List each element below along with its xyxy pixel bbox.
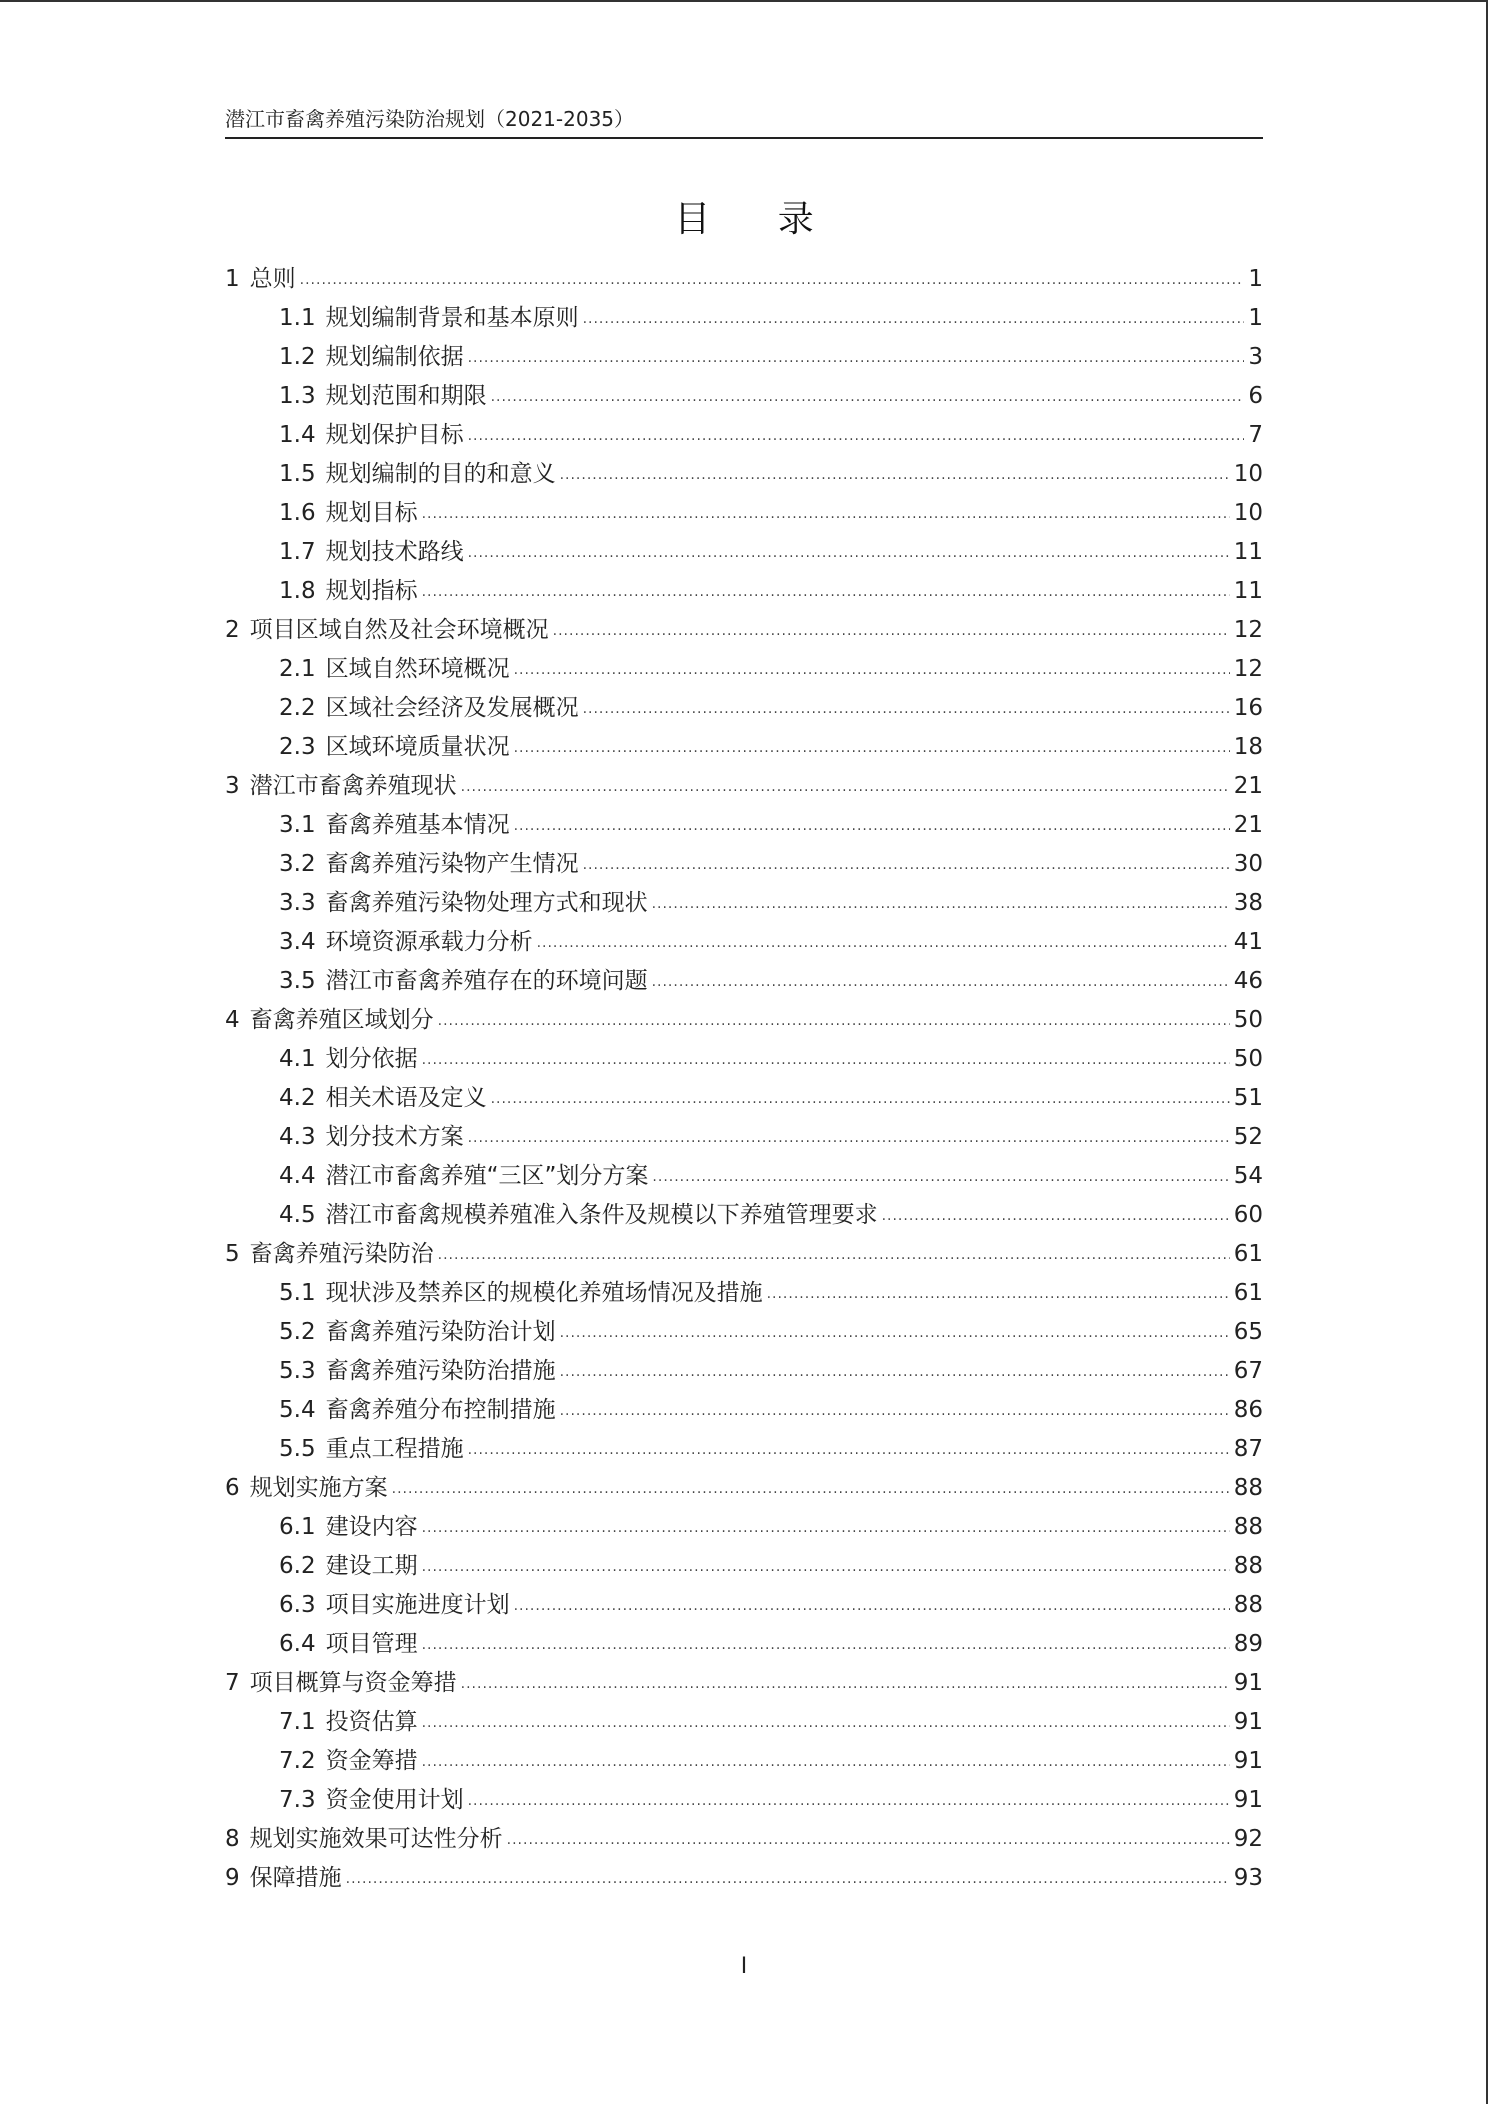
toc-dot-leader xyxy=(507,1821,1230,1860)
toc-entry-title: 现状涉及禁养区的规模化养殖场情况及措施 xyxy=(325,1280,763,1306)
toc-dot-leader xyxy=(422,1743,1230,1782)
toc-section-entry[interactable] xyxy=(225,1313,1263,1352)
toc-entry-page: 3 xyxy=(1248,344,1263,370)
toc-entry-page: 10 xyxy=(1233,461,1263,487)
toc-entry-title: 畜禽养殖区域划分 xyxy=(249,1007,434,1033)
toc-entry-number: 3.5 xyxy=(279,968,316,994)
toc-entry-title: 规划保护目标 xyxy=(325,422,464,448)
toc-entry-number: 2.3 xyxy=(279,734,316,760)
toc-entry-page: 88 xyxy=(1233,1475,1263,1501)
toc-entry-number: 1.1 xyxy=(279,305,316,331)
toc-section-entry[interactable] xyxy=(225,377,1263,416)
toc-entry-title: 潜江市畜禽规模养殖准入条件及规模以下养殖管理要求 xyxy=(325,1202,878,1228)
toc-entry-title: 畜禽养殖基本情况 xyxy=(325,812,510,838)
toc-dot-leader xyxy=(560,1353,1230,1392)
toc-chapter-entry[interactable] xyxy=(225,767,1263,806)
toc-dot-leader xyxy=(422,573,1230,612)
toc-entry-number: 4.3 xyxy=(279,1124,316,1150)
toc-entry-title: 划分技术方案 xyxy=(325,1124,464,1150)
toc-entry-title: 潜江市畜禽养殖“三区”划分方案 xyxy=(325,1163,649,1189)
toc-dot-leader xyxy=(537,924,1230,963)
toc-section-entry[interactable] xyxy=(225,1040,1263,1079)
toc-entry-number: 5.4 xyxy=(279,1397,316,1423)
toc-entry-number: 6.2 xyxy=(279,1553,316,1579)
toc-entry-title: 畜禽养殖污染防治措施 xyxy=(325,1358,556,1384)
toc-entry-title: 规划目标 xyxy=(325,500,418,526)
toc-entry-number: 5.1 xyxy=(279,1280,316,1306)
toc-entry-title: 畜禽养殖污染防治计划 xyxy=(325,1319,556,1345)
toc-section-entry[interactable] xyxy=(225,884,1263,923)
toc-entry-page: 89 xyxy=(1233,1631,1263,1657)
toc-dot-leader xyxy=(346,1860,1230,1899)
toc-entry-page: 51 xyxy=(1233,1085,1263,1111)
toc-entry-number: 7.1 xyxy=(279,1709,316,1735)
toc-dot-leader xyxy=(553,612,1230,651)
header-rule xyxy=(225,137,1263,139)
toc-section-entry[interactable] xyxy=(225,1079,1263,1118)
toc-entry-title: 畜禽养殖分布控制措施 xyxy=(325,1397,556,1423)
toc-dot-leader xyxy=(468,417,1245,456)
toc-entry-title: 畜禽养殖污染物产生情况 xyxy=(325,851,579,877)
toc-entry-title: 规划技术路线 xyxy=(325,539,464,565)
toc-entry-title: 区域社会经济及发展概况 xyxy=(325,695,579,721)
toc-section-entry[interactable] xyxy=(225,1586,1263,1625)
toc-section-entry[interactable] xyxy=(225,728,1263,767)
toc-entry-page: 91 xyxy=(1233,1670,1263,1696)
toc-entry-title: 资金筹措 xyxy=(325,1748,418,1774)
toc-entry-number: 6.3 xyxy=(279,1592,316,1618)
toc-entry-title: 区域环境质量状况 xyxy=(325,734,510,760)
toc-section-entry[interactable] xyxy=(225,338,1263,377)
toc-entry-number: 4.4 xyxy=(279,1163,316,1189)
toc-entry-page: 92 xyxy=(1233,1826,1263,1852)
toc-entry-number: 1.5 xyxy=(279,461,316,487)
toc-entry-number: 6.1 xyxy=(279,1514,316,1540)
toc-entry-page: 16 xyxy=(1233,695,1263,721)
toc-dot-leader xyxy=(438,1236,1230,1275)
toc-entry-page: 61 xyxy=(1233,1241,1263,1267)
toc-dot-leader xyxy=(583,300,1245,339)
toc-entry-number: 1.4 xyxy=(279,422,316,448)
toc-entry-title: 规划范围和期限 xyxy=(325,383,487,409)
toc-entry-title: 项目区域自然及社会环境概况 xyxy=(249,617,549,643)
toc-entry-number: 5.2 xyxy=(279,1319,316,1345)
toc-entry-number: 3.1 xyxy=(279,812,316,838)
toc-dot-leader xyxy=(491,1080,1230,1119)
toc-dot-leader xyxy=(468,339,1245,378)
toc-dot-leader xyxy=(514,729,1230,768)
toc-section-entry[interactable] xyxy=(225,923,1263,962)
toc-entry-title: 项目概算与资金筹措 xyxy=(249,1670,457,1696)
toc-dot-leader xyxy=(560,456,1230,495)
toc-section-entry[interactable] xyxy=(225,845,1263,884)
toc-dot-leader xyxy=(560,1392,1230,1431)
toc-section-entry[interactable] xyxy=(225,455,1263,494)
toc-entry-page: 12 xyxy=(1233,656,1263,682)
toc-dot-leader xyxy=(514,807,1230,846)
toc-entry-page: 50 xyxy=(1233,1007,1263,1033)
toc-dot-leader xyxy=(514,1587,1230,1626)
toc-entry-title: 环境资源承载力分析 xyxy=(325,929,533,955)
toc-section-entry[interactable] xyxy=(225,1430,1263,1469)
toc-section-entry[interactable] xyxy=(225,572,1263,611)
toc-section-entry[interactable] xyxy=(225,1391,1263,1430)
toc-entry-page: 6 xyxy=(1248,383,1263,409)
toc-entry-number: 1.2 xyxy=(279,344,316,370)
toc-entry-page: 18 xyxy=(1233,734,1263,760)
toc-entry-title: 建设工期 xyxy=(325,1553,418,1579)
toc-chapter-entry[interactable] xyxy=(225,611,1263,650)
toc-entry-page: 1 xyxy=(1248,305,1263,331)
toc-dot-leader xyxy=(491,378,1245,417)
toc-entry-title: 潜江市畜禽养殖存在的环境问题 xyxy=(325,968,648,994)
toc-title: 目 录 xyxy=(674,199,842,240)
toc-entry-number: 4.1 xyxy=(279,1046,316,1072)
page-border-top xyxy=(0,0,1488,2)
toc-entry-number: 5.3 xyxy=(279,1358,316,1384)
toc-section-entry[interactable] xyxy=(225,1508,1263,1547)
toc-entry-title: 规划实施方案 xyxy=(249,1475,388,1501)
toc-section-entry[interactable] xyxy=(225,650,1263,689)
toc-entry-title: 划分依据 xyxy=(325,1046,418,1072)
toc-dot-leader xyxy=(560,1314,1230,1353)
toc-entry-title: 资金使用计划 xyxy=(325,1787,464,1813)
toc-entry-number: 2.1 xyxy=(279,656,316,682)
toc-entry-number: 7.3 xyxy=(279,1787,316,1813)
toc-dot-leader xyxy=(422,495,1230,534)
toc-chapter-entry[interactable] xyxy=(225,1235,1263,1274)
toc-entry-title: 规划编制的目的和意义 xyxy=(325,461,556,487)
toc-entry-title: 建设内容 xyxy=(325,1514,418,1540)
toc-entry-number: 1.8 xyxy=(279,578,316,604)
toc-section-entry[interactable] xyxy=(225,1157,1263,1196)
toc-dot-leader xyxy=(468,534,1230,573)
toc-entry-page: 41 xyxy=(1233,929,1263,955)
toc-entry-page: 65 xyxy=(1233,1319,1263,1345)
toc-entry-page: 21 xyxy=(1233,812,1263,838)
toc-entry-title: 相关术语及定义 xyxy=(325,1085,487,1111)
toc-entry-page: 21 xyxy=(1233,773,1263,799)
toc-chapter-entry[interactable] xyxy=(225,1469,1263,1508)
toc-entry-title: 规划编制背景和基本原则 xyxy=(325,305,579,331)
toc-entry-page: 1 xyxy=(1248,266,1263,292)
toc-chapter-entry[interactable] xyxy=(225,260,1263,299)
toc-entry-number: 6.4 xyxy=(279,1631,316,1657)
toc-dot-leader xyxy=(652,885,1230,924)
toc-entry-number: 8 xyxy=(225,1826,240,1852)
toc-section-entry[interactable] xyxy=(225,1118,1263,1157)
toc-dot-leader xyxy=(422,1704,1230,1743)
page-number: I xyxy=(740,1954,748,1979)
toc-dot-leader xyxy=(583,846,1230,885)
toc-entry-number: 4 xyxy=(225,1007,240,1033)
toc-dot-leader xyxy=(583,690,1230,729)
toc-section-entry[interactable] xyxy=(225,494,1263,533)
toc-entry-page: 30 xyxy=(1233,851,1263,877)
toc-entry-page: 11 xyxy=(1233,578,1263,604)
toc-entry-page: 93 xyxy=(1233,1865,1263,1891)
toc-dot-leader xyxy=(422,1548,1230,1587)
toc-entry-page: 91 xyxy=(1233,1709,1263,1735)
toc-entry-number: 1 xyxy=(225,266,240,292)
toc-dot-leader xyxy=(422,1509,1230,1548)
toc-dot-leader xyxy=(468,1431,1230,1470)
toc-dot-leader xyxy=(422,1041,1230,1080)
toc-entry-page: 86 xyxy=(1233,1397,1263,1423)
toc-entry-page: 88 xyxy=(1233,1514,1263,1540)
toc-entry-number: 7 xyxy=(225,1670,240,1696)
toc-section-entry[interactable] xyxy=(225,1547,1263,1586)
toc-entry-page: 38 xyxy=(1233,890,1263,916)
toc-entry-number: 1.7 xyxy=(279,539,316,565)
toc-section-entry[interactable] xyxy=(225,1352,1263,1391)
toc-entry-page: 91 xyxy=(1233,1748,1263,1774)
toc-entry-number: 5 xyxy=(225,1241,240,1267)
toc-entry-title: 重点工程措施 xyxy=(325,1436,464,1462)
toc-dot-leader xyxy=(514,651,1230,690)
toc-entry-title: 规划实施效果可达性分析 xyxy=(249,1826,503,1852)
toc-dot-leader xyxy=(422,1626,1230,1665)
toc-entry-title: 规划指标 xyxy=(325,578,418,604)
toc-section-entry[interactable] xyxy=(225,1274,1263,1313)
toc-chapter-entry[interactable] xyxy=(225,1820,1263,1859)
toc-chapter-entry[interactable] xyxy=(225,1001,1263,1040)
toc-entry-number: 4.5 xyxy=(279,1202,316,1228)
toc-entry-number: 1.6 xyxy=(279,500,316,526)
toc-section-entry[interactable] xyxy=(225,1196,1263,1235)
toc-section-entry[interactable] xyxy=(225,806,1263,845)
toc-dot-leader xyxy=(461,1665,1230,1704)
toc-entry-page: 88 xyxy=(1233,1592,1263,1618)
toc-entry-page: 10 xyxy=(1233,500,1263,526)
toc-section-entry[interactable] xyxy=(225,416,1263,455)
toc-dot-leader xyxy=(392,1470,1230,1509)
toc-entry-number: 9 xyxy=(225,1865,240,1891)
running-header: 潜江市畜禽养殖污染防治规划（2021-2035） xyxy=(225,107,635,131)
toc-entry-number: 3.3 xyxy=(279,890,316,916)
toc-section-entry[interactable] xyxy=(225,1703,1263,1742)
toc-dot-leader xyxy=(468,1119,1230,1158)
toc-entry-page: 12 xyxy=(1233,617,1263,643)
toc-entry-number: 3 xyxy=(225,773,240,799)
toc-section-entry[interactable] xyxy=(225,962,1263,1001)
toc-section-entry[interactable] xyxy=(225,533,1263,572)
toc-chapter-entry[interactable] xyxy=(225,1859,1263,1898)
toc-entry-title: 畜禽养殖污染物处理方式和现状 xyxy=(325,890,648,916)
toc-entry-title: 项目管理 xyxy=(325,1631,418,1657)
toc-dot-leader xyxy=(300,261,1245,300)
toc-section-entry[interactable] xyxy=(225,1742,1263,1781)
toc-entry-page: 67 xyxy=(1233,1358,1263,1384)
toc-section-entry[interactable] xyxy=(225,1781,1263,1820)
toc-entry-page: 50 xyxy=(1233,1046,1263,1072)
toc-entry-page: 7 xyxy=(1248,422,1263,448)
toc-entry-page: 61 xyxy=(1233,1280,1263,1306)
toc-dot-leader xyxy=(652,963,1230,1002)
toc-entry-number: 4.2 xyxy=(279,1085,316,1111)
toc-entry-number: 2 xyxy=(225,617,240,643)
toc-entry-page: 88 xyxy=(1233,1553,1263,1579)
toc-entry-page: 54 xyxy=(1233,1163,1263,1189)
toc-entry-number: 7.2 xyxy=(279,1748,316,1774)
toc-entry-title: 畜禽养殖污染防治 xyxy=(249,1241,434,1267)
toc-entry-title: 规划编制依据 xyxy=(325,344,464,370)
toc-chapter-entry[interactable] xyxy=(225,1664,1263,1703)
toc-entry-page: 87 xyxy=(1233,1436,1263,1462)
toc-dot-leader xyxy=(882,1197,1230,1236)
toc-entry-title: 保障措施 xyxy=(249,1865,342,1891)
toc-entry-title: 总则 xyxy=(249,266,296,292)
toc-entry-page: 52 xyxy=(1233,1124,1263,1150)
toc-entry-number: 2.2 xyxy=(279,695,316,721)
toc-section-entry[interactable] xyxy=(225,299,1263,338)
toc-entry-page: 91 xyxy=(1233,1787,1263,1813)
toc-entry-page: 46 xyxy=(1233,968,1263,994)
toc-entry-page: 60 xyxy=(1233,1202,1263,1228)
toc-entry-title: 潜江市畜禽养殖现状 xyxy=(249,773,457,799)
table-of-contents xyxy=(225,260,1263,1898)
toc-entry-number: 1.3 xyxy=(279,383,316,409)
toc-entry-number: 3.2 xyxy=(279,851,316,877)
toc-entry-number: 5.5 xyxy=(279,1436,316,1462)
toc-entry-page: 11 xyxy=(1233,539,1263,565)
toc-dot-leader xyxy=(652,1158,1229,1197)
toc-section-entry[interactable] xyxy=(225,689,1263,728)
toc-section-entry[interactable] xyxy=(225,1625,1263,1664)
toc-dot-leader xyxy=(438,1002,1230,1041)
toc-entry-title: 区域自然环境概况 xyxy=(325,656,510,682)
toc-entry-number: 6 xyxy=(225,1475,240,1501)
toc-entry-number: 3.4 xyxy=(279,929,316,955)
toc-entry-title: 项目实施进度计划 xyxy=(325,1592,510,1618)
toc-dot-leader xyxy=(461,768,1230,807)
toc-entry-title: 投资估算 xyxy=(325,1709,418,1735)
toc-dot-leader xyxy=(468,1782,1230,1821)
toc-dot-leader xyxy=(767,1275,1230,1314)
